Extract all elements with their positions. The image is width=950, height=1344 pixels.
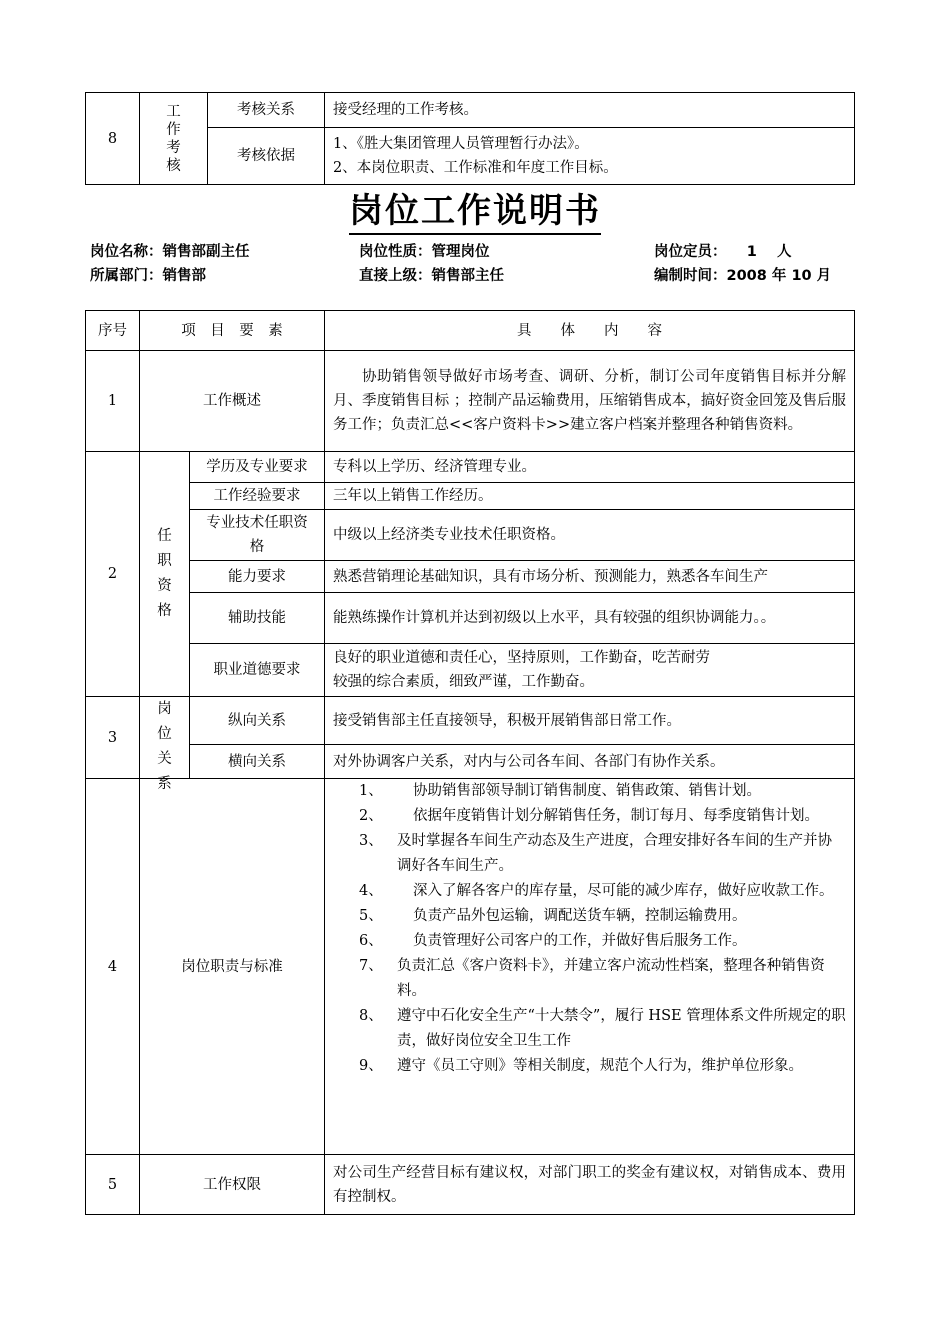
item-label: 职业道德要求 [190,644,325,697]
duty-item [325,829,846,879]
seq-cell: 4 [86,779,140,1155]
content-line: 2、本岗位职责、工作标准和年度工作目标。 [333,160,618,176]
duty-number: 6、 [359,933,383,949]
header-content: 具 体 内 容 [325,311,855,351]
duty-number: 4、 [359,883,383,899]
item-label: 纵向关系 [190,697,325,745]
row-overview [86,351,855,452]
headcount: 岗位定员： 1 人 [654,244,792,260]
duty-item [325,779,846,804]
duty-text: 遵守《员工守则》等相关制度，规范个人行为，维护单位形象。 [397,1058,803,1074]
item-label: 工作经验要求 [190,483,325,510]
item-content: 能熟练操作计算机并达到初级以上水平，具有较强的组织协调能力。。 [325,593,855,644]
supervisor: 直接上级：销售部主任 [359,268,504,284]
qualification-row [86,510,855,561]
duty-item [325,929,846,954]
page-title [0,190,950,232]
qualification-row [86,644,855,697]
relation-row [86,697,855,745]
content-line: 良好的职业道德和责任心，坚持原则，工作勤奋，吃苦耐劳 [333,650,710,666]
item-content: 三年以上销售工作经历。 [325,483,855,510]
duty-number: 2、 [359,808,383,824]
row-content [325,128,855,185]
duties-list [325,779,855,1155]
duty-text: 深入了解各客户的库存量，尽可能的减少库存，做好应收款工作。 [413,883,834,899]
duty-text: 负责管理好公司客户的工作，并做好售后服务工作。 [413,933,747,949]
content-cell: 对公司生产经营目标有建议权，对部门职工的奖金有建议权，对销售成本、费用有控制权。 [325,1155,855,1215]
item-label: 专业技术任职资格 [190,510,325,561]
duty-text: 协助销售部领导制订销售制度、销售政策、销售计划。 [413,783,761,799]
category-cell [140,93,208,185]
qualification-row [86,593,855,644]
item-label: 能力要求 [190,561,325,593]
duty-number: 8、 [359,1008,383,1024]
category-cell [140,697,190,792]
duty-text: 依据年度销售计划分解销售任务，制订每月、每季度销售计划。 [413,808,819,824]
duty-text: 及时掌握各车间生产动态及生产进度，合理安排好各车间的生产并协调好各车间生产。 [397,833,832,874]
content-line: 较强的综合素质，细致严谨，工作勤奋。 [333,674,594,690]
qualification-row [86,483,855,510]
duty-text: 遵守中石化安全生产“十大禁令”，履行 HSE 管理体系文件所规定的职责，做好岗位安全卫生工作 [397,1008,846,1049]
qualification-row [86,452,855,483]
qualification-row [86,561,855,593]
category-label: 岗位关系 [157,701,172,792]
item-cell: 工作概述 [140,351,325,452]
header-seq: 序号 [86,311,140,351]
position-name: 岗位名称：销售部副主任 [90,244,250,260]
duty-item [325,1004,846,1054]
duty-text: 负责产品外包运输，调配送货车辆，控制运输费用。 [413,908,747,924]
header-item: 项 目 要 素 [140,311,325,351]
item-cell: 工作权限 [140,1155,325,1215]
assessment-table [85,92,855,185]
item-label: 辅助技能 [190,593,325,644]
duty-item [325,804,846,829]
seq-cell: 5 [86,1155,140,1215]
relation-row [86,745,855,779]
item-content: 专科以上学历、经济管理专业。 [325,452,855,483]
row-label: 考核关系 [208,93,325,128]
item-cell: 岗位职责与标准 [140,779,325,1155]
compile-date: 编制时间：2008 年 10 月 [654,268,832,284]
category-label: 工作考核 [166,103,181,174]
row-label: 考核依据 [208,128,325,185]
seq-cell: 8 [86,93,140,185]
duty-item [325,1054,846,1079]
duty-number: 5、 [359,908,383,924]
content-cell: 协助销售领导做好市场考查、调研、分析，制订公司年度销售目标并分解月、季度销售目标 ；控制产品运输费用，压缩销售成本，搞好资金回笼及售后服务工作；负责汇总<<客户资料卡>>建立客户档案并整理各种销售资料。 [325,351,855,452]
seq-cell: 1 [86,351,140,452]
item-content: 对外协调客户关系，对内与公司各车间、各部门有协作关系。 [325,745,855,779]
item-label: 学历及专业要求 [190,452,325,483]
page-title-text: 岗位工作说明书 [349,191,601,235]
duty-number: 1、 [359,783,383,799]
seq-cell: 3 [86,697,140,779]
department: 所属部门：销售部 [90,268,206,284]
authority-row [86,1155,855,1215]
content-line: 1、《胜大集团管理人员管理暂行办法》。 [333,136,589,152]
header-row [86,311,855,351]
item-content [325,644,855,697]
position-type: 岗位性质：管理岗位 [359,244,490,260]
duty-item [325,954,846,1004]
duty-number: 3、 [359,833,383,849]
duty-text: 负责汇总《客户资料卡》，并建立客户流动性档案，整理各种销售资料。 [397,958,825,999]
duty-number: 9、 [359,1058,383,1074]
item-content: 熟悉营销理论基础知识，具有市场分析、预测能力，熟悉各车间生产 [325,561,855,593]
seq-cell: 2 [86,452,140,697]
item-content: 中级以上经济类专业技术任职资格。 [325,510,855,561]
duty-number: 7、 [359,958,383,974]
item-label: 横向关系 [190,745,325,779]
category-label: 任职资格 [157,528,172,619]
job-description-table [85,310,855,1215]
item-content: 接受销售部主任直接领导，积极开展销售部日常工作。 [325,697,855,745]
duties-row [86,779,855,1155]
duty-item [325,879,846,904]
category-cell [140,452,190,697]
row-content: 接受经理的工作考核。 [325,93,855,128]
duty-item [325,904,846,929]
